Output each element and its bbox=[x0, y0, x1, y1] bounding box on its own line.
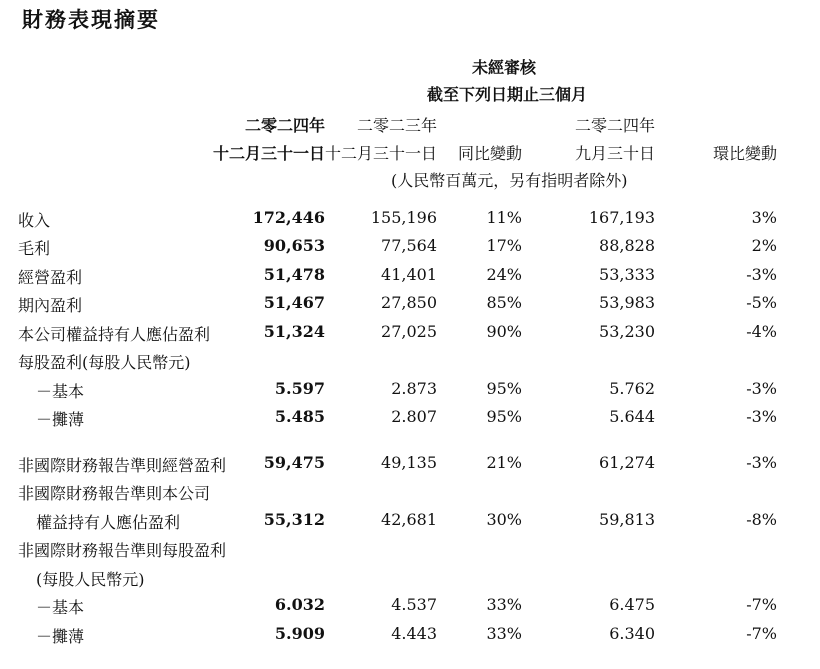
table-row bbox=[0, 350, 820, 374]
value-2024q3: 53,333 bbox=[599, 265, 655, 284]
yoy-change: 21% bbox=[486, 453, 522, 472]
col1-year: 二零二四年 bbox=[244, 116, 325, 135]
value-2023q4: 27,025 bbox=[381, 322, 437, 341]
qoq-change: -3% bbox=[746, 379, 777, 398]
value-2024q3: 5.762 bbox=[609, 379, 655, 398]
table-row bbox=[0, 595, 820, 619]
qoq-change: -5% bbox=[746, 293, 777, 312]
value-2023q4: 41,401 bbox=[381, 265, 437, 284]
row-label: 期內盈利 bbox=[18, 296, 83, 315]
row-label: －攤薄 bbox=[36, 627, 85, 646]
value-2024q4: 172,446 bbox=[252, 208, 325, 227]
value-2024q4: 5.597 bbox=[274, 379, 325, 398]
table-row bbox=[0, 510, 820, 534]
qoq-change: -3% bbox=[746, 407, 777, 426]
col4-year: 二零二四年 bbox=[574, 116, 655, 135]
col2-year: 二零二三年 bbox=[356, 116, 437, 135]
row-label: 非國際財務報告準則本公司 bbox=[18, 484, 211, 503]
row-label: 經營盈利 bbox=[18, 268, 83, 287]
col3-header: 同比變動 bbox=[457, 144, 522, 163]
value-2023q4: 155,196 bbox=[370, 208, 437, 227]
row-label: 本公司權益持有人應佔盈利 bbox=[18, 325, 211, 344]
table-row bbox=[0, 293, 820, 317]
col1-date: 十二月三十一日 bbox=[212, 144, 325, 163]
value-2023q4: 4.443 bbox=[391, 624, 437, 643]
yoy-change: 17% bbox=[486, 236, 522, 255]
value-2024q4: 51,467 bbox=[263, 293, 325, 312]
period-header: 截至下列日期止三個月 bbox=[427, 85, 588, 104]
row-label: 非國際財務報告準則每股盈利 bbox=[18, 541, 227, 560]
value-2024q3: 167,193 bbox=[588, 208, 655, 227]
table-row bbox=[0, 453, 820, 477]
value-2024q3: 61,274 bbox=[599, 453, 655, 472]
table-row bbox=[0, 379, 820, 403]
value-2024q3: 5.644 bbox=[609, 407, 655, 426]
value-2024q3: 53,983 bbox=[599, 293, 655, 312]
yoy-change: 90% bbox=[486, 322, 522, 341]
col4-date: 九月三十日 bbox=[574, 144, 655, 163]
col5-header: 環比變動 bbox=[712, 144, 777, 163]
table-row bbox=[0, 567, 820, 591]
row-label: 權益持有人應佔盈利 bbox=[36, 513, 181, 532]
value-2024q4: 51,478 bbox=[263, 265, 325, 284]
row-label: －攤薄 bbox=[36, 410, 85, 429]
value-2024q4: 55,312 bbox=[263, 510, 325, 529]
yoy-change: 33% bbox=[486, 624, 522, 643]
yoy-change: 33% bbox=[486, 595, 522, 614]
value-2024q3: 53,230 bbox=[599, 322, 655, 341]
row-label: 收入 bbox=[18, 211, 51, 230]
row-label: －基本 bbox=[36, 598, 85, 617]
unit-note: (人民幣百萬元，另有指明者除外) bbox=[391, 171, 628, 190]
table-row bbox=[0, 208, 820, 232]
qoq-change: -7% bbox=[746, 595, 777, 614]
value-2023q4: 49,135 bbox=[381, 453, 437, 472]
table-row bbox=[0, 236, 820, 260]
qoq-change: -3% bbox=[746, 453, 777, 472]
value-2024q4: 5.485 bbox=[274, 407, 325, 426]
table-row bbox=[0, 322, 820, 346]
value-2023q4: 27,850 bbox=[381, 293, 437, 312]
value-2024q4: 59,475 bbox=[263, 453, 325, 472]
value-2024q4: 5.909 bbox=[274, 624, 325, 643]
yoy-change: 95% bbox=[486, 407, 522, 426]
value-2023q4: 2.807 bbox=[391, 407, 437, 426]
qoq-change: 2% bbox=[751, 236, 777, 255]
yoy-change: 95% bbox=[486, 379, 522, 398]
value-2024q4: 90,653 bbox=[263, 236, 325, 255]
value-2024q3: 59,813 bbox=[599, 510, 655, 529]
row-label: －基本 bbox=[36, 382, 85, 401]
qoq-change: -4% bbox=[746, 322, 777, 341]
table-row bbox=[0, 538, 820, 562]
row-label: (每股人民幣元) bbox=[36, 570, 145, 589]
table-row bbox=[0, 624, 820, 648]
row-label: 每股盈利(每股人民幣元) bbox=[18, 353, 191, 372]
value-2024q3: 6.475 bbox=[609, 595, 655, 614]
value-2023q4: 4.537 bbox=[391, 595, 437, 614]
yoy-change: 24% bbox=[486, 265, 522, 284]
qoq-change: -7% bbox=[746, 624, 777, 643]
row-label: 毛利 bbox=[18, 239, 51, 258]
qoq-change: 3% bbox=[751, 208, 777, 227]
value-2024q4: 51,324 bbox=[263, 322, 325, 341]
value-2023q4: 2.873 bbox=[391, 379, 437, 398]
table-row bbox=[0, 481, 820, 505]
yoy-change: 11% bbox=[486, 208, 522, 227]
col2-date: 十二月三十一日 bbox=[324, 144, 437, 163]
table-row bbox=[0, 265, 820, 289]
yoy-change: 30% bbox=[486, 510, 522, 529]
yoy-change: 85% bbox=[486, 293, 522, 312]
value-2024q3: 88,828 bbox=[599, 236, 655, 255]
page-title: 財務表現摘要 bbox=[22, 8, 160, 32]
unaudited-header: 未經審核 bbox=[472, 58, 537, 77]
row-label: 非國際財務報告準則經營盈利 bbox=[18, 456, 227, 475]
qoq-change: -8% bbox=[746, 510, 777, 529]
value-2023q4: 42,681 bbox=[381, 510, 437, 529]
table-row bbox=[0, 407, 820, 431]
value-2023q4: 77,564 bbox=[381, 236, 437, 255]
value-2024q4: 6.032 bbox=[274, 595, 325, 614]
value-2024q3: 6.340 bbox=[609, 624, 655, 643]
qoq-change: -3% bbox=[746, 265, 777, 284]
